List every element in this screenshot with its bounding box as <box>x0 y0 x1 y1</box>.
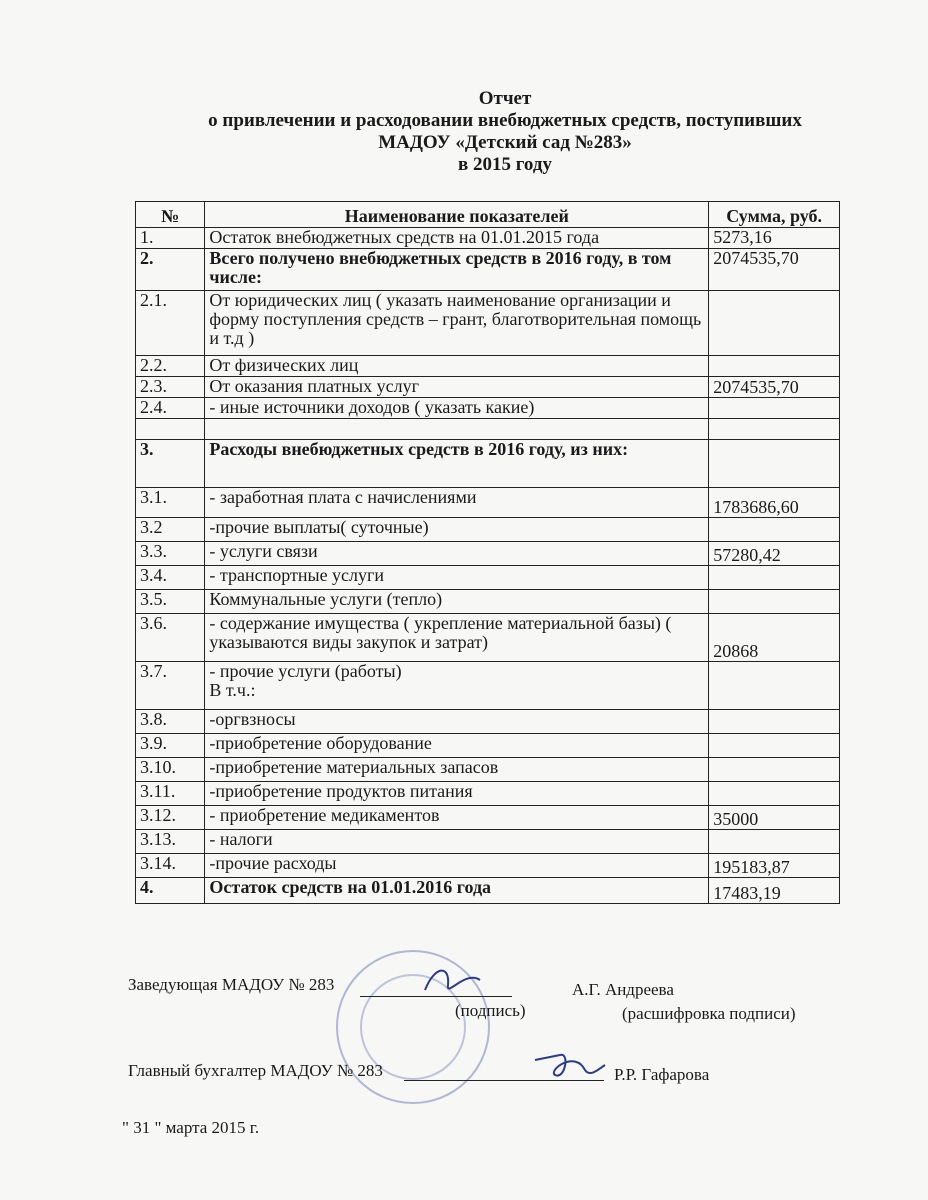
row-name: От оказания платных услуг <box>205 377 709 398</box>
row-name: -оргвзносы <box>205 710 709 734</box>
header-name: Наименование показателей <box>205 202 709 228</box>
row-num: 3.7. <box>136 662 205 710</box>
table-row <box>136 830 840 854</box>
title-line-1: Отчет <box>478 88 532 109</box>
row-num: 2.2. <box>136 356 205 377</box>
row-name: - транспортные услуги <box>205 566 709 590</box>
row-num: 3.2 <box>136 518 205 542</box>
table-row <box>136 377 840 398</box>
row-sum <box>709 662 840 710</box>
table-row <box>136 590 840 614</box>
report-table <box>135 201 840 904</box>
row-num: 3.10. <box>136 758 205 782</box>
row-num: 2.4. <box>136 398 205 419</box>
row-sum: 195183,87 <box>709 854 840 878</box>
row-sum: 5273,16 <box>709 228 840 249</box>
head-label: Заведующая МАДОУ № 283 <box>128 975 335 994</box>
row-sum <box>709 398 840 419</box>
row-name: - приобретение медикаментов <box>205 806 709 830</box>
row-name: - содержание имущества ( укрепление материальной базы) ( указываются виды закупок и затрат) <box>205 614 709 662</box>
row-sum <box>709 291 840 356</box>
table-row <box>136 782 840 806</box>
row-name: Остаток внебюджетных средств на 01.01.2015 года <box>205 228 709 249</box>
table-row <box>136 228 840 249</box>
table-row <box>136 488 840 518</box>
row-name-line-1: - прочие услуги (работы) <box>209 661 402 681</box>
accountant-signature-scribble <box>530 1040 610 1085</box>
accountant-label: Главный бухгалтер МАДОУ № 283 <box>128 1061 383 1080</box>
row-name: - иные источники доходов ( указать какие) <box>205 398 709 419</box>
row-name: Коммунальные услуги (тепло) <box>205 590 709 614</box>
row-sum <box>709 566 840 590</box>
row-name: От юридических лиц ( указать наименование организации и форму поступления средств – грант, благотворительная помощь и т.д ) <box>205 291 709 356</box>
row-name: -приобретение оборудование <box>205 734 709 758</box>
table-row <box>136 419 840 440</box>
table-row <box>136 878 840 904</box>
row-num: 3.1. <box>136 488 205 518</box>
table-row <box>136 854 840 878</box>
table-row <box>136 398 840 419</box>
table-row <box>136 249 840 291</box>
row-sum: 2074535,70 <box>709 377 840 398</box>
row-num: 3.5. <box>136 590 205 614</box>
row-name: -прочие расходы <box>205 854 709 878</box>
table-row <box>136 518 840 542</box>
title-line-2: о привлечении и расходовании внебюджетных средств, поступивших <box>208 110 802 131</box>
header-sum: Сумма, руб. <box>709 202 840 228</box>
row-num: 3.3. <box>136 542 205 566</box>
table-row <box>136 542 840 566</box>
row-num <box>136 419 205 440</box>
row-sum <box>709 710 840 734</box>
row-sum: 35000 <box>709 806 840 830</box>
row-name: -прочие выплаты( суточные) <box>205 518 709 542</box>
row-sum <box>709 782 840 806</box>
row-num: 2.3. <box>136 377 205 398</box>
row-sum: 2074535,70 <box>709 249 840 291</box>
row-sum <box>709 758 840 782</box>
row-num: 4. <box>136 878 205 904</box>
table-row <box>136 662 840 710</box>
row-num: 3.6. <box>136 614 205 662</box>
row-sum <box>709 590 840 614</box>
row-sum <box>709 518 840 542</box>
row-sum <box>709 440 840 488</box>
report-title <box>160 88 850 176</box>
row-name: - налоги <box>205 830 709 854</box>
table-row <box>136 291 840 356</box>
table-row <box>136 710 840 734</box>
table-row <box>136 734 840 758</box>
row-name: - услуги связи <box>205 542 709 566</box>
title-line-4: в 2015 году <box>458 154 552 175</box>
table-row <box>136 440 840 488</box>
table-row <box>136 356 840 377</box>
table-header-row <box>136 202 840 228</box>
table-row <box>136 566 840 590</box>
table-row <box>136 758 840 782</box>
row-num: 2.1. <box>136 291 205 356</box>
row-sum: 17483,19 <box>709 878 840 904</box>
row-name-line-2: В т.ч.: <box>209 680 256 700</box>
row-name: От физических лиц <box>205 356 709 377</box>
row-name: Расходы внебюджетных средств в 2016 году, из них: <box>205 440 709 488</box>
row-sum: 20868 <box>709 614 840 662</box>
row-num: 3.12. <box>136 806 205 830</box>
head-signature-scribble <box>420 960 490 1000</box>
row-num: 3.11. <box>136 782 205 806</box>
table-row <box>136 614 840 662</box>
row-sum: 57280,42 <box>709 542 840 566</box>
row-num: 3.4. <box>136 566 205 590</box>
row-name: -приобретение материальных запасов <box>205 758 709 782</box>
table-row <box>136 806 840 830</box>
accountant-name: Р.Р. Гафарова <box>614 1065 710 1084</box>
row-num: 1. <box>136 228 205 249</box>
report-date: " 31 " марта 2015 г. <box>122 1118 260 1137</box>
head-name-caption: (расшифровка подписи) <box>622 1004 796 1023</box>
head-name: А.Г. Андреева <box>572 980 674 999</box>
row-name <box>205 662 709 710</box>
head-sign-caption: (подпись) <box>455 1001 526 1020</box>
row-sum: 1783686,60 <box>709 488 840 518</box>
row-name: Остаток средств на 01.01.2016 года <box>205 878 709 904</box>
row-sum <box>709 830 840 854</box>
title-line-3: МАДОУ «Детский сад №283» <box>378 132 632 153</box>
row-num: 2. <box>136 249 205 291</box>
row-sum <box>709 356 840 377</box>
row-num: 3. <box>136 440 205 488</box>
row-name <box>205 419 709 440</box>
row-name: -приобретение продуктов питания <box>205 782 709 806</box>
row-num: 3.9. <box>136 734 205 758</box>
row-name: Всего получено внебюджетных средств в 2016 году, в том числе: <box>205 249 709 291</box>
row-num: 3.14. <box>136 854 205 878</box>
header-num: № <box>136 202 205 228</box>
row-num: 3.13. <box>136 830 205 854</box>
row-sum <box>709 419 840 440</box>
row-name: - заработная плата с начислениями <box>205 488 709 518</box>
row-sum <box>709 734 840 758</box>
row-num: 3.8. <box>136 710 205 734</box>
